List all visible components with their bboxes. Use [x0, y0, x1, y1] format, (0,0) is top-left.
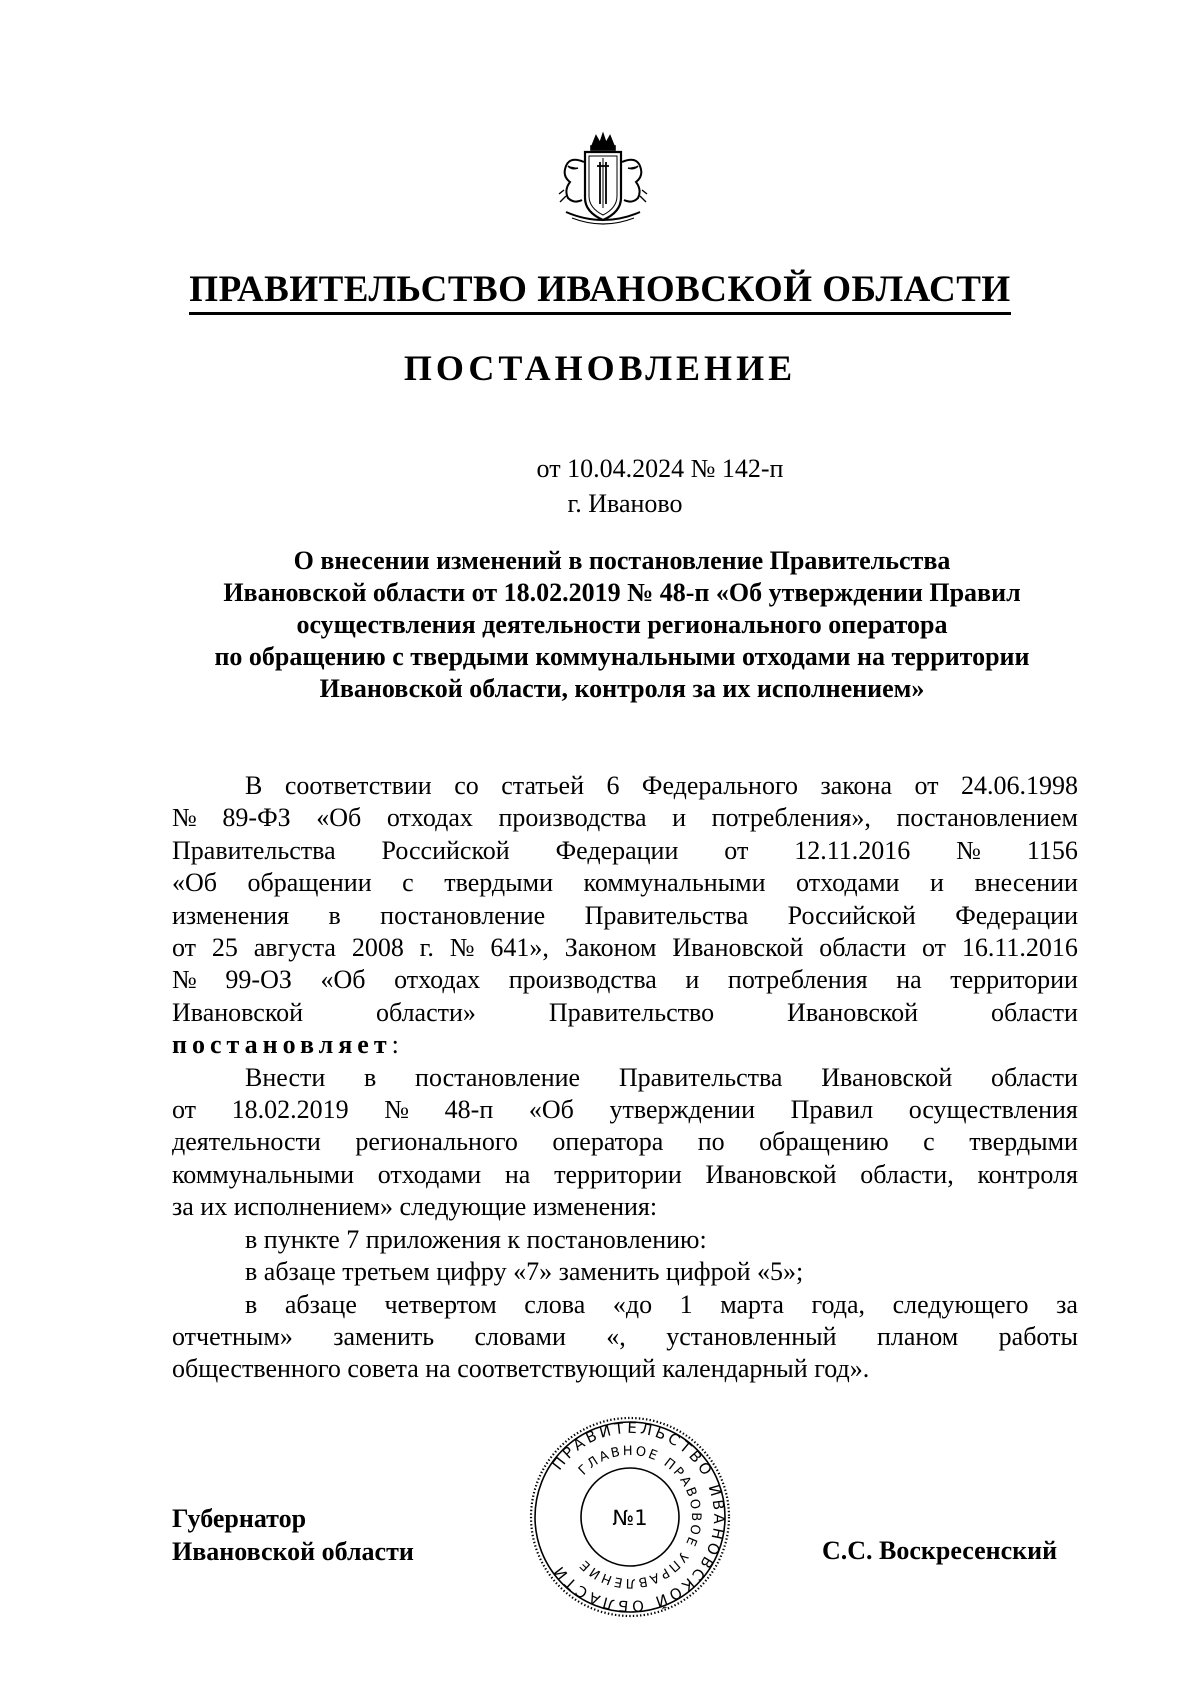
body-word: Правил [790, 1095, 874, 1125]
body-word: Правительство [548, 997, 715, 1027]
body-word: осуществления [908, 1095, 1078, 1125]
subject-line: Ивановской области от 18.02.2019 № 48-п «Об утверждении Правил [223, 578, 1021, 607]
document-type-title: ПОСТАНОВЛЕНИЕ [403, 348, 797, 388]
body-word: потребления [727, 965, 868, 995]
body-word: оператора [552, 1127, 664, 1157]
signer-title-line: Ивановской области [172, 1537, 414, 1566]
body-word: «Об [172, 868, 218, 898]
body-line [172, 1159, 1078, 1191]
body-line [172, 802, 1078, 834]
body-word: и [685, 965, 700, 995]
body-line: общественного совета на соответствующий календарный год». [172, 1354, 870, 1384]
official-stamp [527, 1414, 733, 1620]
organization-title [0, 268, 1200, 315]
signer-name: С.С. Воскресенский [822, 1536, 1058, 1565]
body-word: коммунальными [583, 868, 766, 898]
body-line [172, 932, 1078, 964]
body-word: «Об [320, 965, 366, 995]
body-word: «Об [316, 803, 362, 833]
body-word: 48-п [444, 1095, 494, 1125]
body-word: в [364, 1062, 377, 1092]
body-word: обращению [759, 1127, 889, 1157]
body-word: отходами [796, 868, 900, 898]
signer-title-line: Губернатор [172, 1504, 307, 1533]
body-word: внесении [974, 868, 1078, 898]
body-word: 1156 [1026, 835, 1078, 865]
body-word: со [454, 771, 479, 800]
body-word: потребления», [711, 803, 871, 833]
body-word: отчетным» [172, 1321, 293, 1351]
body-word: от [172, 1095, 197, 1125]
body-line [172, 1321, 1078, 1353]
subject-line: по обращению с твердыми коммунальными отходами на территории [214, 642, 1030, 671]
body-word: года, [811, 1289, 866, 1319]
body-word: Правительства [618, 1062, 783, 1092]
body-word: регионального [355, 1127, 518, 1157]
body-word: территории [554, 1159, 682, 1189]
body-word: постановление [380, 900, 546, 930]
coat-of-arms-emblem [556, 132, 650, 230]
body-word: производства [508, 965, 657, 995]
document-city: г. Иваново [567, 489, 683, 518]
body-word: «, [606, 1321, 626, 1351]
body-word: изменения [172, 900, 290, 930]
body-word: «до [612, 1289, 653, 1319]
body-word: 12.11.2016 [794, 835, 911, 865]
body-word: планом [876, 1321, 959, 1351]
body-word: 24.06.1998 [960, 771, 1078, 800]
document-body [172, 770, 1078, 1386]
document-subject [172, 545, 1072, 705]
body-word: 16.11.2016 [961, 933, 1078, 963]
body-word: производства [498, 803, 647, 833]
body-word: 2008 [351, 933, 404, 963]
body-word: № [172, 803, 197, 833]
body-word: на [896, 965, 922, 995]
subject-line: Ивановской области, контроля за их исполнением» [319, 674, 925, 703]
body-word: Федерации [555, 835, 679, 865]
body-word: от [922, 933, 947, 963]
body-word: утверждении [609, 1095, 755, 1125]
body-word: в [328, 900, 341, 930]
body-line [172, 770, 1078, 802]
body-word: с [923, 1127, 935, 1157]
body-word: 25 [211, 933, 238, 963]
body-line [172, 900, 1078, 932]
body-word: Федерального [641, 771, 798, 800]
organization-title-text: ПРАВИТЕЛЬСТВО ИВАНОВСКОЙ ОБЛАСТИ [189, 270, 1010, 315]
body-word: Ивановской [787, 997, 919, 1027]
body-word: твердыми [444, 868, 553, 898]
document-date-number: от 10.04.2024 № 142-п [536, 454, 784, 483]
body-word: Законом [564, 933, 657, 963]
body-word: 1 [679, 1289, 693, 1319]
body-word: в [245, 1289, 258, 1319]
amendment-item: в пункте 7 приложения к постановлению: [245, 1224, 707, 1254]
signer-title [172, 1502, 414, 1568]
body-word: марта [720, 1289, 784, 1319]
stamp-inner-text: ГЛАВНОЕ ПРАВОВОЕ УПРАВЛЕНИЕ [575, 1443, 704, 1591]
body-line [172, 964, 1078, 996]
body-word: словами [474, 1321, 566, 1351]
body-word: области [991, 997, 1078, 1027]
body-word: за [1056, 1289, 1078, 1319]
body-word: области, [860, 1159, 954, 1189]
body-word: на [504, 1159, 531, 1189]
body-word: 18.02.2019 [231, 1095, 349, 1125]
body-word: отходами [377, 1159, 482, 1189]
stamp-outer-text: ПРАВИТЕЛЬСТВО ИВАНОВСКОЙ ОБЛАСТИ [548, 1418, 729, 1616]
body-word: отходах [386, 803, 473, 833]
body-word: Ивановской [172, 997, 304, 1027]
body-word: Российской [787, 900, 916, 930]
body-word: соответствии [284, 771, 432, 800]
body-word: и [672, 803, 687, 833]
body-line [172, 867, 1078, 899]
body-line [172, 997, 1078, 1029]
resolves-colon: : [391, 1030, 399, 1060]
body-word: постановлением [896, 803, 1078, 833]
body-word: от [914, 771, 939, 800]
body-word: Ивановской [821, 1062, 953, 1092]
body-word: области [819, 933, 907, 963]
body-line [172, 1062, 1078, 1094]
body-word: Внести [245, 1062, 326, 1092]
body-word: закона [820, 771, 893, 800]
body-word: постановление [415, 1062, 581, 1092]
body-line [172, 1094, 1078, 1126]
body-word: от [172, 933, 197, 963]
body-word: заменить [333, 1321, 435, 1351]
body-word: № [449, 933, 475, 963]
body-line [172, 1126, 1078, 1158]
body-word: В [245, 771, 263, 800]
body-word: отходах [394, 965, 481, 995]
body-word: установленный [666, 1321, 837, 1351]
body-word: «Об [528, 1095, 574, 1125]
amendment-item: в абзаце третьем цифру «7» заменить цифрой «5»; [245, 1257, 804, 1287]
body-word: твердыми [969, 1127, 1078, 1157]
body-word: Ивановской [705, 1159, 837, 1189]
body-line [172, 835, 1078, 867]
resolves-line [172, 1029, 1078, 1061]
stamp-center-text: №1 [612, 1506, 648, 1530]
body-word: № [172, 965, 197, 995]
body-word: области» [376, 997, 476, 1027]
body-word: г. [419, 933, 434, 963]
body-word: территории [950, 965, 1078, 995]
body-word: Правительства [172, 835, 336, 865]
body-word: деятельности [172, 1127, 321, 1157]
body-word: четвертом [384, 1289, 497, 1319]
body-word: 89-ФЗ [222, 803, 291, 833]
body-word: и [930, 868, 944, 898]
body-line [172, 1289, 1078, 1321]
body-word: с [402, 868, 414, 898]
body-word: Правительства [584, 900, 749, 930]
subject-line: О внесении изменений в постановление Правительства [293, 546, 951, 575]
body-word: абзаце [284, 1289, 357, 1319]
body-word: 641», [490, 933, 549, 963]
subject-line: осуществления деятельности регионального оператора [296, 610, 948, 639]
body-word: от [724, 835, 749, 865]
body-word: по [697, 1127, 725, 1157]
body-word: слова [524, 1289, 586, 1319]
body-word: 99-ОЗ [225, 965, 292, 995]
body-word: 6 [606, 771, 620, 800]
body-word: области [991, 1062, 1078, 1092]
body-word: № [956, 835, 981, 865]
body-word: работы [998, 1321, 1078, 1351]
body-word: контроля [977, 1159, 1078, 1189]
body-word: обращении [247, 868, 372, 898]
body-word: Российской [381, 835, 510, 865]
body-word: № [384, 1095, 410, 1125]
body-word: коммунальными [172, 1159, 354, 1189]
body-word: Ивановской [672, 933, 804, 963]
body-word: статьей [501, 771, 584, 800]
body-word: следующего [892, 1289, 1029, 1319]
resolves-word: постановляет [172, 1030, 392, 1060]
body-line: за их исполнением» следующие изменения: [172, 1192, 658, 1222]
body-word: Федерации [955, 900, 1078, 930]
body-word: августа [253, 933, 336, 963]
